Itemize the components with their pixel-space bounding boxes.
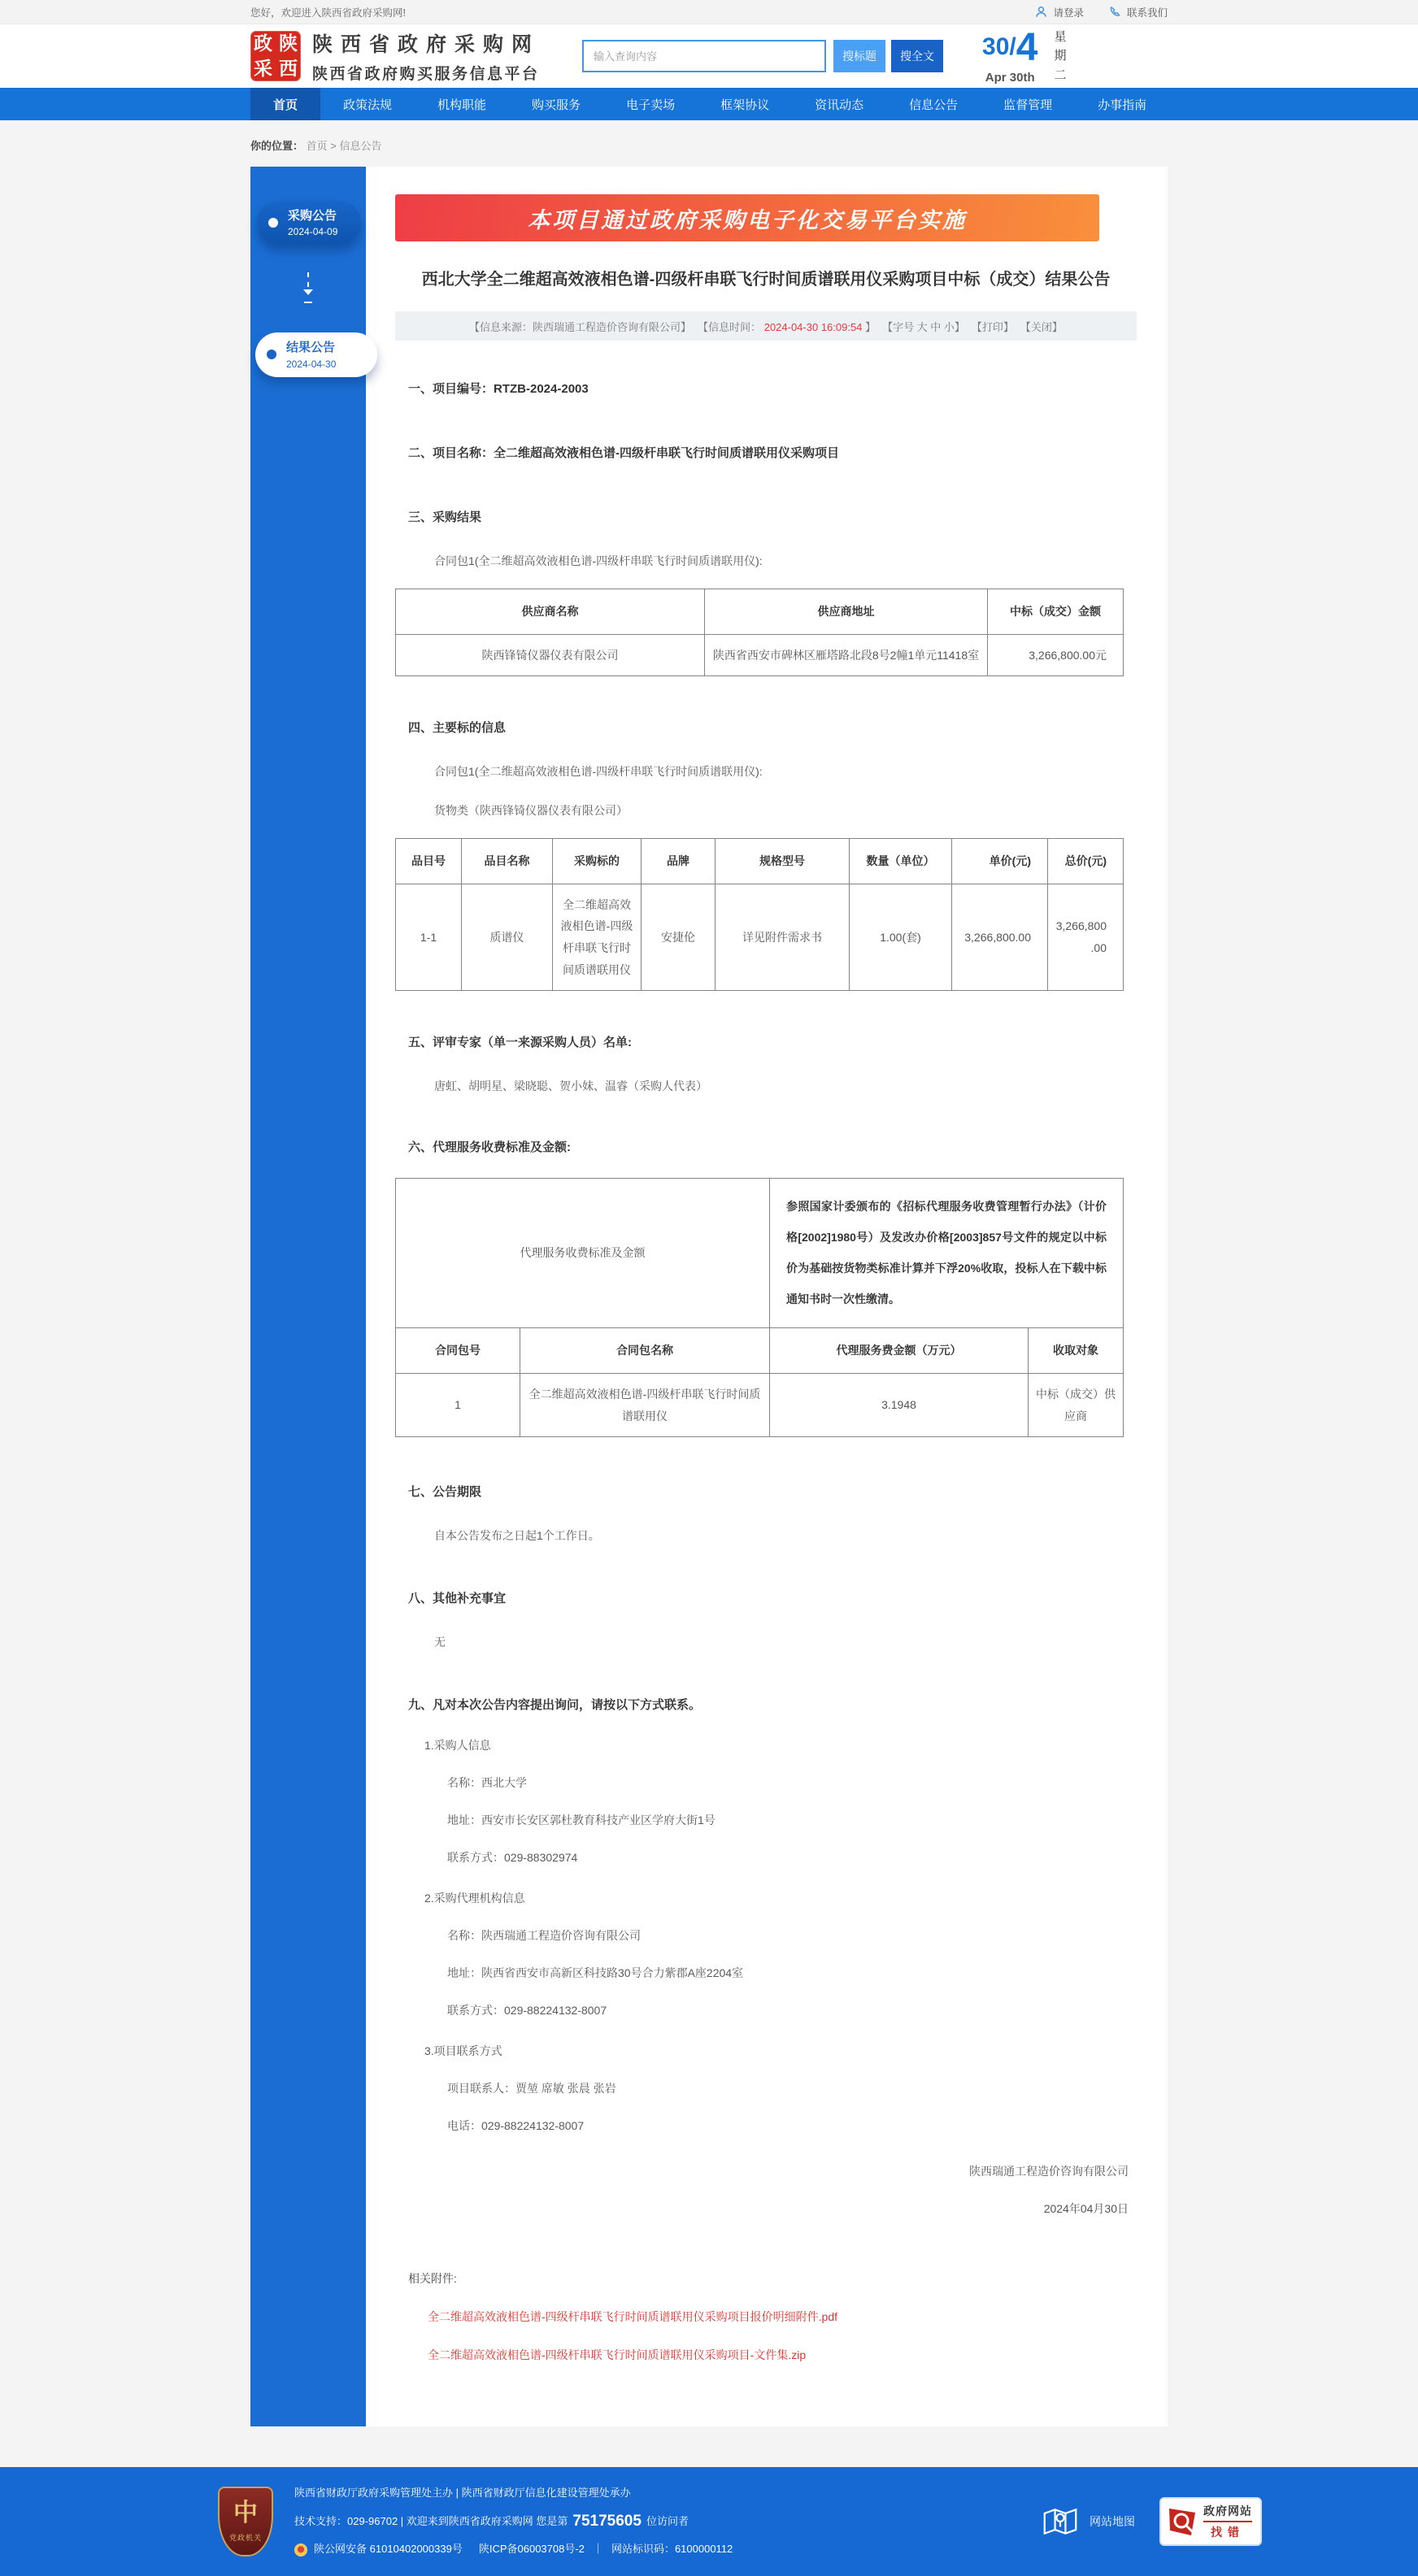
signature-block bbox=[395, 2163, 1137, 2217]
meta-source: 【信息来源：陕西瑞通工程造价咨询有限公司】 bbox=[469, 320, 692, 333]
bullet-dot-icon bbox=[267, 350, 276, 359]
sidebar-item-title: 结果公告 bbox=[286, 341, 336, 355]
footer-support-suffix: 位访问者 bbox=[646, 2514, 689, 2527]
table-header-cell: 品目名称 bbox=[462, 839, 553, 884]
attachments-label: 相关附件: bbox=[408, 2272, 457, 2286]
table-header-cell: 代理服务费金额（万元） bbox=[770, 1328, 1029, 1374]
sidebar-item-date: 2024-04-30 bbox=[286, 358, 337, 370]
table-row bbox=[396, 884, 1124, 990]
total-price-cell: 3,266,800.00 bbox=[1048, 884, 1124, 990]
agency-contact-line: 联系方式：029-88224132-8007 bbox=[447, 2004, 607, 2018]
magnifier-icon bbox=[1166, 2505, 1198, 2538]
search-title-button[interactable]: 搜标题 bbox=[833, 40, 885, 72]
item-name-cell: 质谱仪 bbox=[462, 884, 553, 990]
timeline-sidebar bbox=[250, 167, 366, 2426]
footer-support-prefix: 技术支持：029-96702 | 欢迎来到陕西省政府采购网 您是第 bbox=[294, 2514, 568, 2527]
error-report-badge[interactable] bbox=[1159, 2497, 1262, 2546]
goods-category-line: 货物类（陕西锋锜仪器仪表有限公司） bbox=[434, 804, 628, 818]
section-8-heading: 八、其他补充事宜 bbox=[408, 1592, 507, 1606]
fee-standard-label-cell: 代理服务收费标准及金额 bbox=[396, 1179, 770, 1328]
down-arrow-icon bbox=[250, 272, 366, 303]
table-header-cell: 中标（成交）金额 bbox=[988, 589, 1124, 635]
section-3-heading: 三、采购结果 bbox=[408, 510, 482, 524]
login-label: 请登录 bbox=[1053, 7, 1084, 19]
table-header-cell: 数量（单位） bbox=[850, 839, 952, 884]
contact-label: 联系我们 bbox=[1126, 7, 1168, 19]
police-beian-link[interactable]: 陕公网安备 61010402000339号 bbox=[314, 2543, 463, 2556]
bullet-dot-icon bbox=[268, 218, 278, 228]
search-input[interactable] bbox=[582, 40, 826, 72]
project-contacts-line: 项目联系人：贾堃 席敏 张晨 张岩 bbox=[447, 2082, 616, 2096]
nav-item-functions[interactable]: 机构职能 bbox=[437, 98, 487, 112]
item-no-cell: 1-1 bbox=[396, 884, 462, 990]
table-header-cell: 收取对象 bbox=[1029, 1328, 1124, 1374]
table-header-cell: 规格型号 bbox=[716, 839, 850, 884]
weekday-label: 星期二 bbox=[1054, 30, 1067, 82]
footer-divider: ｜ bbox=[592, 2543, 603, 2556]
purchaser-contact-line: 联系方式：029-88302974 bbox=[447, 1851, 578, 1865]
attachment-link-pdf[interactable]: 全二维超高效液相色谱-四级杆串联飞行时间质谱联用仪采购项目报价明细附件.pdf bbox=[428, 2310, 838, 2324]
supplier-result-table bbox=[395, 589, 1124, 676]
site-header bbox=[0, 24, 1418, 88]
supplier-name-cell: 陕西锋锜仪器仪表有限公司 bbox=[396, 634, 705, 676]
breadcrumb-separator: > bbox=[330, 140, 337, 152]
section-4-heading: 四、主要标的信息 bbox=[408, 721, 507, 736]
contract-package-line: 合同包1(全二维超高效液相色谱-四级杆串联飞行时间质谱联用仪): bbox=[434, 765, 763, 779]
section-1-heading: 一、项目编号：RTZB-2024-2003 bbox=[408, 382, 589, 396]
article-meta-bar bbox=[395, 311, 1137, 341]
signature-company: 陕西瑞通工程造价咨询有限公司 bbox=[969, 2165, 1129, 2179]
project-phone-line: 电话：029-88224132-8007 bbox=[447, 2119, 585, 2133]
table-header-cell: 单价(元) bbox=[952, 839, 1048, 884]
table-header-row bbox=[396, 839, 1124, 884]
notice-period-line: 自本公告发布之日起1个工作日。 bbox=[434, 1529, 600, 1543]
table-header-cell: 品目号 bbox=[396, 839, 462, 884]
site-code: 网站标识码：6100000112 bbox=[611, 2543, 733, 2556]
meta-time-suffix: 】 bbox=[865, 320, 876, 333]
meta-time-value: 2024-04-30 16:09:54 bbox=[763, 320, 863, 333]
package-name-cell: 全二维超高效液相色谱-四级杆串联飞行时间质谱联用仪 bbox=[520, 1373, 770, 1436]
visitor-count: 75175605 bbox=[572, 2512, 642, 2530]
shield-emblem-icon: 中 bbox=[233, 2499, 258, 2526]
section-7-heading: 七、公告期限 bbox=[408, 1485, 482, 1500]
date-widget bbox=[982, 25, 1068, 85]
nav-item-purchase-services[interactable]: 购买服务 bbox=[532, 98, 581, 112]
breadcrumb-prefix: 你的位置： bbox=[250, 140, 304, 152]
nav-item-guide[interactable]: 办事指南 bbox=[1098, 98, 1147, 112]
breadcrumb-home[interactable]: 首页 bbox=[306, 140, 328, 152]
breadcrumb bbox=[250, 120, 1168, 167]
unit-price-cell: 3,266,800.00 bbox=[952, 884, 1048, 990]
attachment-link-zip[interactable]: 全二维超高效液相色谱-四级杆串联飞行时间质谱联用仪采购项目-文件集.zip bbox=[428, 2348, 807, 2362]
item-detail-table bbox=[395, 838, 1124, 991]
meta-time bbox=[698, 319, 876, 334]
nav-item-announcements[interactable]: 信息公告 bbox=[909, 98, 959, 112]
brand-title: 陕西省政府采购网 bbox=[312, 33, 541, 56]
map-icon bbox=[1042, 2506, 1078, 2537]
section-5-heading: 五、评审专家（单一来源采购人员）名单: bbox=[408, 1036, 632, 1050]
signature-date: 2024年04月30日 bbox=[1043, 2202, 1129, 2216]
footer-beian-line bbox=[294, 2541, 733, 2558]
table-header-cell: 总价(元) bbox=[1048, 839, 1124, 884]
purchaser-name-line: 名称：西北大学 bbox=[447, 1776, 527, 1790]
section-2-heading: 二、项目名称：全二维超高效液相色谱-四级杆串联飞行时间质谱联用仪采购项目 bbox=[408, 446, 839, 460]
page-title: 西北大学全二维超高效液相色谱-四级杆串联飞行时间质谱联用仪采购项目中标（成交）结果公告 bbox=[421, 271, 1111, 289]
sitemap-link[interactable] bbox=[1042, 2506, 1135, 2537]
table-header-cell: 合同包名称 bbox=[520, 1328, 770, 1374]
table-row bbox=[396, 1179, 1124, 1328]
search-bar bbox=[582, 40, 943, 72]
table-header-row bbox=[396, 589, 1124, 635]
meta-time-prefix: 【信息时间： bbox=[698, 320, 762, 333]
site-footer bbox=[0, 2467, 1418, 2576]
nav-item-home[interactable]: 首页 bbox=[250, 88, 320, 120]
login-link[interactable] bbox=[1034, 5, 1084, 20]
icp-beian-link[interactable]: 陕ICP备06003708号-2 bbox=[478, 2543, 585, 2556]
project-contact-title: 3.项目联系方式 bbox=[424, 2044, 502, 2058]
purchaser-address-line: 地址：西安市长安区郭杜教育科技产业区学府大街1号 bbox=[447, 1814, 716, 1827]
table-row bbox=[396, 634, 1124, 676]
sidebar-item-procurement-notice[interactable] bbox=[257, 201, 361, 245]
supplier-address-cell: 陕西省西安市碑林区雁塔路北段8号2幢1单元11418室 bbox=[705, 634, 988, 676]
purchaser-info-title: 1.采购人信息 bbox=[424, 1739, 491, 1753]
nav-item-supervision[interactable]: 监督管理 bbox=[1003, 98, 1053, 112]
fee-standard-text-cell: 参照国家计委颁布的《招标代理服务收费管理暂行办法》（计价格[2002]1980号）及发改办价格[2003]857号文件的规定以中标价为基础按货物类标准计算并下浮20%收取，投标人在下载中标通知书时一次性缴清。 bbox=[770, 1179, 1124, 1328]
table-header-cell: 合同包号 bbox=[396, 1328, 520, 1374]
main-nav bbox=[0, 88, 1418, 120]
agency-fee-table bbox=[395, 1178, 1124, 1437]
table-header-cell: 采购标的 bbox=[553, 839, 642, 884]
phone-icon bbox=[1108, 5, 1122, 19]
table-header-cell: 供应商名称 bbox=[396, 589, 705, 635]
expert-names-line: 唐虹、胡明星、梁晓聪、贺小妹、温睿（采购人代表） bbox=[434, 1079, 707, 1093]
print-button[interactable]: 【打印】 bbox=[971, 320, 1014, 333]
award-amount-cell: 3,266,800.00元 bbox=[988, 634, 1124, 676]
table-row bbox=[396, 1373, 1124, 1436]
nav-item-e-mall[interactable]: 电子卖场 bbox=[626, 98, 676, 112]
agency-info-title: 2.采购代理机构信息 bbox=[424, 1892, 525, 1905]
article-panel bbox=[366, 167, 1168, 2426]
seal-char: 采 bbox=[254, 58, 272, 79]
date-slash: / bbox=[1009, 33, 1016, 60]
close-button[interactable]: 【关闭】 bbox=[1020, 320, 1063, 333]
police-badge-icon bbox=[294, 2543, 307, 2556]
fee-payer-cell: 中标（成交）供应商 bbox=[1029, 1373, 1124, 1436]
contact-link[interactable] bbox=[1108, 5, 1168, 20]
procurement-target-cell: 全二维超高效液相色谱-四级杆串联飞行时间质谱联用仪 bbox=[553, 884, 642, 990]
agency-name-line: 名称：陕西瑞通工程造价咨询有限公司 bbox=[447, 1929, 641, 1943]
seal-char: 西 bbox=[279, 58, 298, 79]
logo-seal bbox=[250, 31, 301, 81]
welcome-text: 您好，欢迎进入陕西省政府采购网! bbox=[250, 7, 406, 19]
agency-address-line: 地址：陕西省西安市高新区科技路30号合力紫郡A座2204室 bbox=[447, 1966, 744, 1980]
section-6-heading: 六、代理服务收费标准及金额: bbox=[408, 1140, 571, 1155]
agency-fee-cell: 3.1948 bbox=[770, 1373, 1029, 1436]
table-header-cell: 品牌 bbox=[642, 839, 716, 884]
main-region bbox=[0, 120, 1418, 2467]
shield-label: 党政机关 bbox=[228, 2533, 262, 2542]
table-header-cell: 供应商地址 bbox=[705, 589, 988, 635]
sidebar-item-result-notice[interactable] bbox=[255, 332, 377, 376]
date-month: 4 bbox=[1016, 25, 1038, 69]
badge-line2: 找错 bbox=[1211, 2526, 1245, 2539]
footer-org-line: 陕西省财政厅政府采购管理处主办 | 陕西省财政厅信息化建设管理处承办 bbox=[294, 2487, 631, 2500]
table-header-row bbox=[396, 1328, 1124, 1374]
badge-line1: 政府网站 bbox=[1203, 2503, 1252, 2522]
brand-subtitle: 陕西省政府购买服务信息平台 bbox=[312, 66, 540, 83]
brand-cell: 安捷伦 bbox=[642, 884, 716, 990]
package-no-cell: 1 bbox=[396, 1373, 520, 1436]
user-icon bbox=[1034, 5, 1048, 19]
seal-char: 政 bbox=[254, 33, 272, 54]
contract-package-line: 合同包1(全二维超高效液相色谱-四级杆串联飞行时间质谱联用仪): bbox=[434, 554, 763, 567]
search-fulltext-button[interactable]: 搜全文 bbox=[891, 40, 943, 72]
seal-char: 陕 bbox=[279, 33, 298, 54]
nav-item-policies[interactable]: 政策法规 bbox=[343, 98, 393, 112]
gov-shield-logo bbox=[218, 2487, 273, 2556]
other-matters-line: 无 bbox=[434, 1636, 446, 1649]
nav-item-news[interactable]: 资讯动态 bbox=[815, 98, 864, 112]
topbar bbox=[0, 0, 1418, 24]
sidebar-item-title: 采购公告 bbox=[288, 209, 337, 223]
spec-cell: 详见附件需求书 bbox=[716, 884, 850, 990]
date-day: 30 bbox=[982, 33, 1010, 60]
date-english: Apr 30th bbox=[985, 70, 1035, 85]
sidebar-item-date: 2024-04-09 bbox=[288, 226, 338, 238]
section-9-heading: 九、凡对本次公告内容提出询问，请按以下方式联系。 bbox=[408, 1698, 702, 1713]
breadcrumb-current[interactable]: 信息公告 bbox=[339, 140, 382, 152]
platform-banner: 本项目通过政府采购电子化交易平台实施 bbox=[395, 194, 1099, 241]
quantity-cell: 1.00(套) bbox=[850, 884, 952, 990]
meta-fontsize-control[interactable]: 【字号 大 中 小】 bbox=[882, 320, 965, 333]
nav-item-framework[interactable]: 框架协议 bbox=[720, 98, 770, 112]
sitemap-label: 网站地图 bbox=[1090, 2515, 1135, 2529]
footer-support-line bbox=[294, 2509, 733, 2534]
